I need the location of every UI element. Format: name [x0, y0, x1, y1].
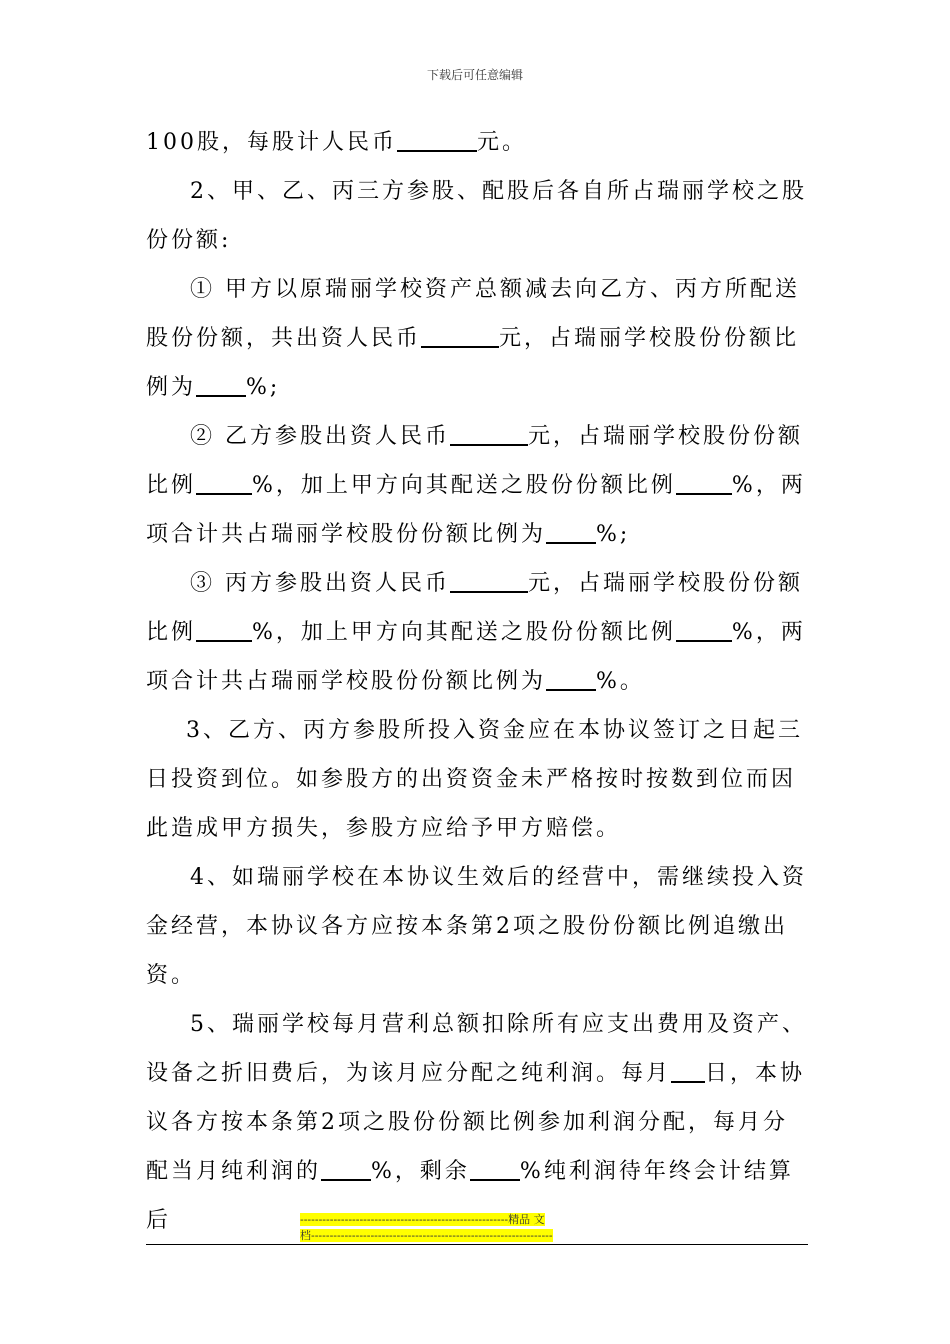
paragraph-clause-3: 3、乙方、丙方参股所投入资金应在本协议签订之日起三日投资到位。如参股方的出资资金未严格按时按数到位而因此造成甲方损失，参股方应给予甲方赔偿。 — [146, 718, 803, 841]
footer-divider — [146, 1244, 808, 1245]
blank-field — [421, 322, 499, 348]
blank-field — [546, 665, 596, 691]
blank-field — [397, 126, 477, 152]
paragraph-party-a: ① 甲方以原瑞丽学校资产总额减去向乙方、丙方所配送股份份额，共出资人民币 元，占瑞丽学校股份份额比例为 %; — [146, 277, 800, 400]
blank-field — [196, 469, 252, 495]
page-header: 下载后可任意编辑 — [426, 68, 523, 82]
paragraph-clause-2: 2、甲、乙、丙三方参股、配股后各自所占瑞丽学校之股份份额: — [146, 179, 807, 253]
document-body — [146, 118, 808, 1245]
paragraph-share-price: 100股，每股计人民币 元。 — [146, 118, 808, 167]
blank-field — [196, 616, 252, 642]
blank-field — [450, 420, 528, 446]
blank-field — [676, 616, 732, 642]
blank-field — [321, 1155, 371, 1181]
paragraph-clause-5: 5、瑞丽学校每月营利总额扣除所有应支出费用及资产、设备之折旧费后，为该月应分配之纯利润。每月 日，本协议各方按本条第2项之股份份额比例参加利润分配，每月分配当月纯利润的 %，剩余 %纯利润待年终会计结算后 — [146, 1012, 807, 1233]
paragraph-clause-4: 4、如瑞丽学校在本协议生效后的经营中，需继续投入资金经营，本协议各方应按本条第2项之股份份额比例追缴出资。 — [146, 865, 807, 988]
footer-watermark: --------------------------------------------------------精品 文 档----------------------------------------------------------------- — [300, 1213, 553, 1242]
blank-field — [546, 518, 596, 544]
paragraph-party-c: ③ 丙方参股出资人民币 元，占瑞丽学校股份份额比例 %，加上甲方向其配送之股份份额比例 %，两项合计共占瑞丽学校股份份额比例为 %。 — [146, 559, 808, 706]
blank-field — [470, 1155, 520, 1181]
blank-field — [196, 371, 246, 397]
blank-field — [676, 469, 732, 495]
paragraph-party-b: ② 乙方参股出资人民币 元，占瑞丽学校股份份额比例 %，加上甲方向其配送之股份份额比例 %，两项合计共占瑞丽学校股份份额比例为 %; — [146, 412, 808, 559]
blank-field — [671, 1057, 705, 1083]
blank-field — [450, 567, 528, 593]
